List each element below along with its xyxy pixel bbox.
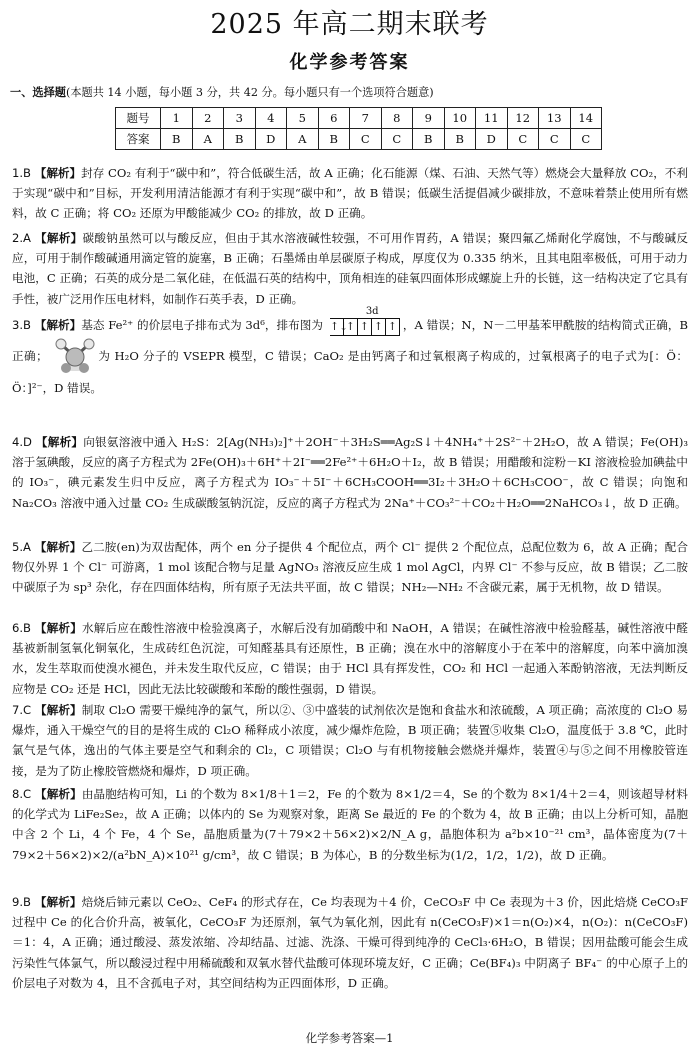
table-cell: 4 — [255, 108, 287, 129]
orbital-box: ↑ — [344, 318, 358, 336]
doc-title: 2025 年高二期末联考 — [210, 9, 489, 40]
section-heading — [10, 84, 434, 100]
analysis-label: 【解析】 — [34, 231, 83, 245]
question-text-c: 为 H₂O 分子的 VSEPR 模型，C 错误；CaO₂ 是由钙离子和过氧根离子构成的，过氧根离子的电子式为[：Ö：Ö：]²⁻，D 错误。 — [12, 349, 688, 395]
table-cell: D — [476, 129, 508, 150]
orbital-box: ↑ — [358, 318, 372, 336]
question-9 — [12, 892, 688, 993]
question-number: 2.A — [12, 231, 31, 245]
question-1 — [12, 163, 688, 224]
orbital-box: ↑↓ — [330, 318, 344, 336]
table-cell: A — [287, 129, 319, 150]
question-number: 6.B — [12, 621, 32, 635]
question-text: 水解后应在酸性溶液中检验溴离子，水解后没有加硝酸中和 NaOH，A 错误；在碱性溶液中检验醛基，碱性溶液中醛基被新制氢氧化铜氧化，生成砖红色沉淀，可知醛基具有还原性，B 正确；溴在水中的溶解度小于在苯中的溶解度，向苯中滴加溴水，发生萃取而使溴水褪色，并未发生取代反应，C 错误；由于 HCl 具有挥发性，CO₂ 和 HCl 一起通入苯酚钠溶液，无法判断反应物是 CO₂ 还是 HCl，因此无法比较碳酸和苯酚的酸性强弱，D 错误。 — [12, 621, 689, 696]
answer-table — [115, 107, 602, 150]
question-text: 由晶胞结构可知，Li 的个数为 8×1/8＋1＝2，Fe 的个数为 8×1/2＝4，Se 的个数为 8×1/4＋2＝4，则该超导材料的化学式为 LiFe₂Se₂，故 A 正确；以体内的 Se 为观察对象，距离 Se 最近的 Fe 的个数为 4，故 B 正确；由以上分析可知，晶胞中含 2 个 Li，4 个 Fe，4 个 Se，晶胞质量为(7＋79×2＋56×2)×2/N_A g，晶胞体积为 a²b×10⁻²¹ cm³，晶体密度为(7＋79×2＋56×2)×2/(a²bN_A)×10²¹ g/cm³，故 C 错误；B 为体心，B 的分数坐标为(1/2，1/2，1/2)，故 D 正确。 — [12, 787, 688, 862]
question-text: 焙烧后铈元素以 CeO₂、CeF₄ 的形式存在，Ce 均表现为＋4 价，CeCO₃F 中 Ce 表现为＋3 价，因此焙烧 CeCO₃F 过程中 Ce 的化合价升高，被氧化，CeCO₃F 为还原剂，氧气为氧化剂，因此有 n(CeCO₃F)×1＝n(O₂)×4，n(O₂)：n(CeCO₃F)＝1：4，A 正确；通过酸浸、蒸发浓缩、冷却结晶、过滤、洗涤、干燥可得到纯净的 CeCl₃·6H₂O，B 错误；因用盐酸可能会生成污染性气体氯气，所以酸浸过程中用稀硫酸和双氧水替代盐酸可体现环境友好，C 正确；Ce(BF₄)₃ 中阴离子 BF₄⁻ 的中心原子上的价层电子对数为 4，且不含孤电子对，其空间结构为正四面体形，D 正确。 — [12, 895, 689, 990]
table-cell: 14 — [570, 108, 602, 129]
table-cell: B — [224, 129, 256, 150]
section-note: (本题共 14 小题，每小题 3 分，共 42 分。每小题只有一个选项符合题意) — [65, 86, 434, 99]
question-number: 9.B — [12, 895, 32, 909]
question-text: 向银氨溶液中通入 H₂S：2[Ag(NH₃)₂]⁺＋2OH⁻＋3H₂S══Ag₂S↓＋4NH₄⁺＋2S²⁻＋2H₂O，故 A 错误；Fe(OH)₃ 溶于氢碘酸，反应的离子方程式为 2Fe(OH)₃＋6H⁺＋2I⁻══2Fe²⁺＋6H₂O＋I₂，故 B 错误；用醋酸和淀粉－KI 溶液检验加碘盐中的 IO₃⁻，碘元素发生归中反应，离子方程式为 IO₃⁻＋5I⁻＋6CH₃COOH══3I₂＋3H₂O＋6CH₃COO⁻，故 C 错误；向饱和 Na₂CO₃ 溶液中通入过量 CO₂ 生成碳酸氢钠沉淀，反应的离子方程式为 2Na⁺＋CO₃²⁻＋CO₂＋H₂O══2NaHCO₃↓，故 D 正确。 — [12, 435, 689, 510]
table-cell: B — [444, 129, 476, 150]
table-cell: B — [318, 129, 350, 150]
question-number: 1.B — [12, 166, 32, 180]
question-number: 5.A — [12, 540, 31, 554]
page-footer: 化学参考答案—1 — [305, 1031, 394, 1045]
question-text-a: 基态 Fe²⁺ 的价层电子排布式为 3d⁶，排布图为 — [81, 318, 324, 332]
table-cell: C — [381, 129, 413, 150]
table-cell: 6 — [318, 108, 350, 129]
vsepr-model-icon — [52, 337, 98, 377]
question-number: 7.C — [12, 703, 32, 717]
table-cell: A — [192, 129, 224, 150]
analysis-label: 【解析】 — [34, 895, 82, 909]
table-cell: 5 — [287, 108, 319, 129]
table-cell: 12 — [507, 108, 539, 129]
table-cell: 7 — [350, 108, 382, 129]
doc-subtitle: 化学参考答案 — [289, 52, 410, 73]
orbital-box: ↑ — [386, 318, 400, 336]
orbital-box: ↑ — [372, 318, 386, 336]
table-cell: 2 — [192, 108, 224, 129]
analysis-label: 【解析】 — [34, 787, 82, 801]
question-number: 8.C — [12, 787, 32, 801]
analysis-label: 【解析】 — [35, 435, 84, 449]
question-number: 4.D — [12, 435, 32, 449]
table-cell: 13 — [539, 108, 571, 129]
table-cell: C — [539, 129, 571, 150]
analysis-label: 【解析】 — [34, 318, 82, 332]
question-4 — [12, 432, 688, 513]
question-6 — [12, 618, 688, 699]
question-3 — [12, 306, 689, 399]
question-5 — [12, 537, 688, 598]
question-number: 3.B — [12, 318, 32, 332]
table-cell: 10 — [444, 108, 476, 129]
answer-table-row-answers — [116, 129, 602, 150]
question-text: 制取 Cl₂O 需要干燥纯净的氯气，所以②、③中盛装的试剂依次是饱和食盐水和浓硫酸，A 项正确；高浓度的 Cl₂O 易爆炸，通入干燥空气的目的是将生成的 Cl₂O 稀释成小浓度，减少爆炸危险，B 项正确；装置⑤收集 Cl₂O，温度低于 3.8 ℃，此时氯气是气体，逸出的气体主要是空气和剩余的 Cl₂，C 项错误；Cl₂O 与有机物接触会燃烧并爆炸，装置④与⑤之间不用橡胶管连接，是为了防止橡胶管燃烧和爆炸，D 项正确。 — [12, 703, 688, 778]
question-8 — [12, 784, 688, 865]
table-cell: B — [413, 129, 445, 150]
question-text-b: ，A 错误；N，N－二甲基苯甲酰胺的结构简式正确，B 正确； — [12, 318, 689, 363]
table-cell: C — [507, 129, 539, 150]
answer-table-header-answer: 答案 — [116, 129, 161, 150]
analysis-label: 【解析】 — [34, 540, 82, 554]
question-text: 封存 CO₂ 有利于“碳中和”，符合低碳生活，故 A 正确；化石能源（煤、石油、天然气等）燃烧会大量释放 CO₂，不利于实现“碳中和”目标，开发利用清洁能源才有利于实现“碳中和”，故 B 错误；低碳生活提倡减少碳排放，不意味着禁止使用所有燃料，故 C 正确；将 CO₂ 还原为甲酸能减少 CO₂ 的排放，故 D 正确。 — [12, 166, 688, 221]
analysis-label: 【解析】 — [34, 703, 82, 717]
question-text: 乙二胺(en)为双齿配体，两个 en 分子提供 4 个配位点，两个 Cl⁻ 提供 2 个配位点，总配位数为 6，故 A 正确；配合物仅外界 1 个 Cl⁻ 可游离，1 mol 该配合物与足量 AgNO₃ 溶液反应生成 1 mol AgCl，内界 Cl⁻ 不参与反应，故 B 错误；乙二胺中碳原子为 sp³ 杂化，存在四面体结构，所有原子无法共平面，故 C 错误；NH₂—NH₂ 不含碳元素，属于无机物，故 D 错误。 — [12, 540, 688, 595]
table-cell: 11 — [476, 108, 508, 129]
table-cell: 9 — [413, 108, 445, 129]
analysis-label: 【解析】 — [34, 621, 82, 635]
table-cell: C — [350, 129, 382, 150]
section-title: 一、选择题 — [10, 86, 66, 99]
answer-table-row-numbers — [116, 108, 602, 129]
answer-table-header-number: 题号 — [116, 108, 161, 129]
question-text: 碳酸钠虽然可以与酸反应，但由于其水溶液碱性较强，不可用作胃药，A 错误；聚四氟乙烯耐化学腐蚀，不与酸碱反应，可用于制作酸碱通用滴定管的旋塞，B 正确；石墨烯由单层碳原子构成，厚度仅为 0.335 纳米，且其电阻率极低，可用于动力电池，C 正确；石英的成分是二氧化硅，在低温石英的结构中，顶角相连的硅氧四面体形成螺旋上升的长链，这一结构决定了它具有手性，被广泛用作压电材料，如制作石英手表，D 正确。 — [12, 231, 688, 306]
table-cell: D — [255, 129, 287, 150]
orbital-label: 3d — [365, 306, 379, 317]
table-cell: 1 — [161, 108, 193, 129]
table-cell: C — [570, 129, 602, 150]
orbital-diagram — [329, 306, 400, 337]
question-7 — [12, 700, 688, 781]
table-cell: B — [161, 129, 193, 150]
question-2 — [12, 228, 688, 309]
table-cell: 8 — [381, 108, 413, 129]
table-cell: 3 — [224, 108, 256, 129]
analysis-label: 【解析】 — [34, 166, 82, 180]
